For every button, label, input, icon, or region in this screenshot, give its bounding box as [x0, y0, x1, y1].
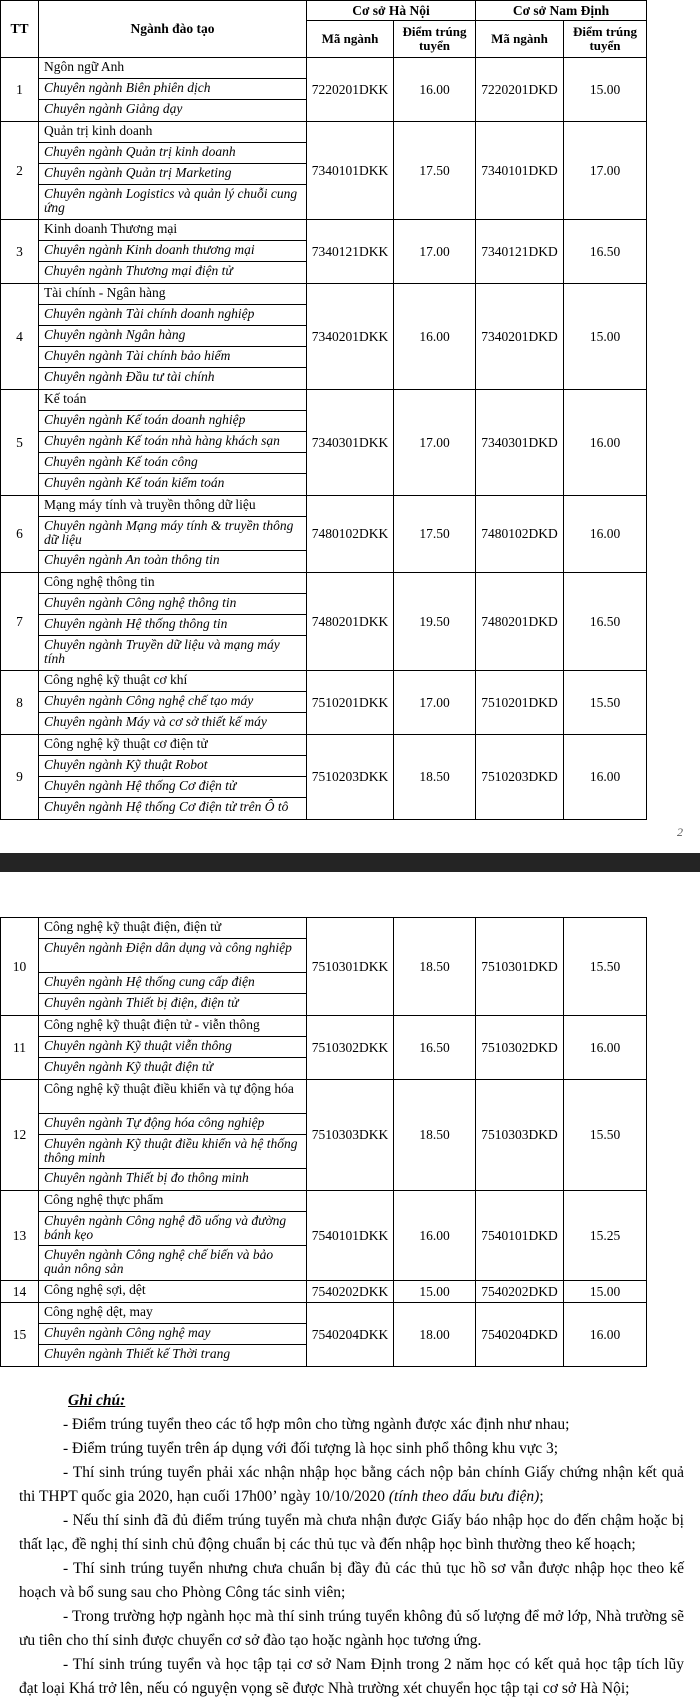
specialization-name: Chuyên ngành Mạng máy tính & truyền thông dữ liệu — [39, 517, 306, 551]
specialization-name: Chuyên ngành Thiết kế Thời trang — [44, 1346, 231, 1361]
row-number: 1 — [1, 58, 39, 122]
hanoi-score: 17.00 — [394, 671, 476, 735]
header-hanoi-code: Mã ngành — [307, 21, 394, 58]
row-number: 5 — [1, 390, 39, 496]
hanoi-score: 17.00 — [394, 220, 476, 284]
hanoi-score: 19.50 — [394, 573, 476, 671]
specialization-name: Chuyên ngành Biên phiên dịch — [39, 79, 306, 100]
row-number: 2 — [1, 122, 39, 220]
specialization-name: Chuyên ngành Công nghệ may — [39, 1324, 306, 1345]
major-cell — [39, 1281, 307, 1303]
namdinh-score: 17.00 — [564, 122, 647, 220]
namdinh-code: 7480102DKD — [476, 496, 564, 573]
specialization-name: Chuyên ngành Điện dân dụng và công nghiệp — [39, 939, 306, 973]
document-page-2 — [0, 905, 700, 1699]
table-row — [1, 1303, 647, 1367]
major-name: Công nghệ thực phẩm — [39, 1191, 306, 1212]
hanoi-score: 16.00 — [394, 1191, 476, 1281]
row-number: 8 — [1, 671, 39, 735]
major-name: Công nghệ kỹ thuật điều khiển và tự động hóa — [39, 1080, 306, 1114]
hanoi-code: 7340101DKK — [307, 122, 394, 220]
table-row — [1, 1191, 647, 1281]
namdinh-score: 15.25 — [564, 1191, 647, 1281]
specialization-name: Chuyên ngành Máy và cơ sở thiết kế máy — [44, 714, 267, 729]
major-cell — [39, 1303, 307, 1367]
namdinh-score: 16.00 — [564, 735, 647, 820]
note-item — [19, 1509, 684, 1557]
row-number: 7 — [1, 573, 39, 671]
namdinh-code: 7510201DKD — [476, 671, 564, 735]
major-cell — [39, 1080, 307, 1191]
hanoi-code: 7480201DKK — [307, 573, 394, 671]
namdinh-code: 7220201DKD — [476, 58, 564, 122]
notes-title: Ghi chú: — [68, 1392, 126, 1409]
header-namdinh-code: Mã ngành — [476, 21, 564, 58]
namdinh-code: 7540101DKD — [476, 1191, 564, 1281]
specialization-name: Chuyên ngành Kế toán doanh nghiệp — [39, 411, 306, 432]
namdinh-score: 15.50 — [564, 1080, 647, 1191]
hanoi-code: 7480102DKK — [307, 496, 394, 573]
row-number: 12 — [1, 1080, 39, 1191]
specialization-name: Chuyên ngành Hệ thống thông tin — [39, 615, 306, 636]
major-name: Công nghệ dệt, may — [39, 1303, 306, 1324]
namdinh-code: 7340121DKD — [476, 220, 564, 284]
specialization-name: Chuyên ngành Ngân hàng — [39, 326, 306, 347]
hanoi-score: 15.00 — [394, 1281, 476, 1303]
specialization-name: Chuyên ngành Kinh doanh thương mại — [39, 241, 306, 262]
specialization-name: Chuyên ngành Hệ thống Cơ điện tử — [39, 777, 306, 798]
hanoi-code: 7540204DKK — [307, 1303, 394, 1367]
table-row — [1, 122, 647, 220]
namdinh-code: 7540204DKD — [476, 1303, 564, 1367]
hanoi-score: 18.00 — [394, 1303, 476, 1367]
table-row — [1, 58, 647, 122]
specialization-name: Chuyên ngành Công nghệ đồ uống và đường bánh kẹo — [39, 1212, 306, 1246]
hanoi-code: 7510303DKK — [307, 1080, 394, 1191]
row-number: 15 — [1, 1303, 39, 1367]
major-name: Công nghệ kỹ thuật điện, điện tử — [39, 918, 306, 939]
specialization-name: Chuyên ngành Công nghệ chế tạo máy — [39, 692, 306, 713]
major-name: Ngôn ngữ Anh — [39, 58, 306, 79]
hanoi-code: 7510203DKK — [307, 735, 394, 820]
table-row — [1, 390, 647, 496]
hanoi-score: 16.00 — [394, 58, 476, 122]
major-cell — [39, 1016, 307, 1080]
hanoi-code: 7510301DKK — [307, 918, 394, 1016]
row-number: 11 — [1, 1016, 39, 1080]
hanoi-score: 17.50 — [394, 122, 476, 220]
major-cell — [39, 390, 307, 496]
notes-section — [19, 1389, 684, 1701]
specialization-name: Chuyên ngành Tự động hóa công nghiệp — [39, 1114, 306, 1135]
hanoi-code: 7220201DKK — [307, 58, 394, 122]
namdinh-score: 16.50 — [564, 573, 647, 671]
table-body-part-2 — [1, 918, 647, 1367]
header-major: Ngành đào tạo — [39, 1, 307, 58]
specialization-name: Chuyên ngành An toàn thông tin — [44, 552, 220, 567]
note-text: - Điểm trúng tuyển trên áp dụng với đối tượng là học sinh phổ thông khu vực 3; — [63, 1440, 559, 1457]
hanoi-code: 7340121DKK — [307, 220, 394, 284]
table-row — [1, 1016, 647, 1080]
specialization-name: Chuyên ngành Truyền dữ liệu và mạng máy tính — [44, 637, 280, 666]
specialization-name: Chuyên ngành Công nghệ thông tin — [39, 594, 306, 615]
note-text: - Điểm trúng tuyển theo các tổ hợp môn cho từng ngành được xác định như nhau; — [63, 1416, 570, 1433]
hanoi-code: 7340201DKK — [307, 284, 394, 390]
namdinh-code: 7540202DKD — [476, 1281, 564, 1303]
admission-table-part-2 — [0, 917, 647, 1367]
header-campus-hanoi: Cơ sở Hà Nội — [307, 1, 476, 21]
specialization-name: Chuyên ngành Quản trị kinh doanh — [39, 143, 306, 164]
namdinh-score: 15.00 — [564, 58, 647, 122]
namdinh-code: 7340301DKD — [476, 390, 564, 496]
table-body-part-1 — [1, 58, 647, 820]
major-cell — [39, 220, 307, 284]
major-name: Công nghệ kỹ thuật cơ điện tử — [39, 735, 306, 756]
specialization-name: Chuyên ngành Tài chính bảo hiểm — [39, 347, 306, 368]
note-text: - Thí sinh trúng tuyển nhưng chưa chuẩn bị đầy đủ các thủ tục hồ sơ vẫn được nhập học theo kế hoạch và bổ sung sau cho Phòng Công tác sinh viên; — [19, 1560, 684, 1601]
note-text: - Trong trường hợp ngành học mà thí sinh trúng tuyển không đủ số lượng để mở lớp, Nhà trường sẽ ưu tiên cho thí sinh được chuyển cơ sở đào tạo hoặc ngành học tương ứng. — [19, 1608, 684, 1649]
hanoi-score: 17.00 — [394, 390, 476, 496]
specialization-name: Chuyên ngành Đầu tư tài chính — [44, 369, 215, 384]
note-text-italic: (tính theo dấu bưu điện) — [388, 1488, 540, 1505]
specialization-name: Chuyên ngành Hệ thống cung cấp điện — [39, 973, 306, 994]
major-name: Công nghệ kỹ thuật điện tử - viễn thông — [39, 1016, 306, 1037]
table-row — [1, 496, 647, 573]
header-campus-namdinh: Cơ sở Nam Định — [476, 1, 647, 21]
major-name: Công nghệ kỹ thuật cơ khí — [39, 671, 306, 692]
admission-table-part-1 — [0, 0, 647, 820]
namdinh-code: 7510301DKD — [476, 918, 564, 1016]
namdinh-code: 7340201DKD — [476, 284, 564, 390]
specialization-name: Chuyên ngành Thương mại điện tử — [44, 263, 233, 278]
hanoi-score: 18.50 — [394, 1080, 476, 1191]
major-name: Kinh doanh Thương mại — [39, 220, 306, 241]
namdinh-code: 7510302DKD — [476, 1016, 564, 1080]
hanoi-code: 7540202DKK — [307, 1281, 394, 1303]
hanoi-score: 18.50 — [394, 918, 476, 1016]
hanoi-score: 16.00 — [394, 284, 476, 390]
note-text-tail: ; — [539, 1488, 544, 1505]
namdinh-code: 7510303DKD — [476, 1080, 564, 1191]
hanoi-score: 16.50 — [394, 1016, 476, 1080]
namdinh-score: 16.50 — [564, 220, 647, 284]
namdinh-code: 7480201DKD — [476, 573, 564, 671]
hanoi-code: 7340301DKK — [307, 390, 394, 496]
hanoi-code: 7510201DKK — [307, 671, 394, 735]
specialization-name: Chuyên ngành Kỹ thuật Robot — [39, 756, 306, 777]
row-number: 4 — [1, 284, 39, 390]
header-hanoi-score: Điểm trúng tuyển — [394, 21, 476, 58]
table-row — [1, 671, 647, 735]
note-item — [19, 1437, 684, 1461]
specialization-name: Chuyên ngành Kế toán kiểm toán — [44, 475, 225, 490]
namdinh-score: 16.00 — [564, 1016, 647, 1080]
major-name: Mạng máy tính và truyền thông dữ liệu — [39, 496, 306, 517]
header-namdinh-score: Điểm trúng tuyển — [564, 21, 647, 58]
hanoi-score: 18.50 — [394, 735, 476, 820]
namdinh-code: 7510203DKD — [476, 735, 564, 820]
table-row — [1, 1281, 647, 1303]
namdinh-score: 15.50 — [564, 671, 647, 735]
specialization-name: Chuyên ngành Kỹ thuật viễn thông — [39, 1037, 306, 1058]
row-number: 10 — [1, 918, 39, 1016]
namdinh-score: 15.00 — [564, 1281, 647, 1303]
major-cell — [39, 284, 307, 390]
namdinh-code: 7340101DKD — [476, 122, 564, 220]
notes-list — [19, 1413, 684, 1701]
row-number: 3 — [1, 220, 39, 284]
specialization-name: Chuyên ngành Thiết bị đo thông minh — [44, 1170, 249, 1185]
page-separator — [0, 853, 700, 872]
namdinh-score: 15.00 — [564, 284, 647, 390]
major-cell — [39, 1191, 307, 1281]
specialization-name: Chuyên ngành Logistics và quản lý chuỗi cung ứng — [44, 186, 298, 215]
major-cell — [39, 671, 307, 735]
namdinh-score: 15.50 — [564, 918, 647, 1016]
row-number: 9 — [1, 735, 39, 820]
major-name: Công nghệ thông tin — [39, 573, 306, 594]
table-row — [1, 735, 647, 820]
table-row — [1, 284, 647, 390]
note-item — [19, 1413, 684, 1437]
note-text: - Thí sinh trúng tuyển và học tập tại cơ sở Nam Định trong 2 năm học có kết quả học tập tích lũy đạt loại Khá trở lên, nếu có nguyện vọng sẽ được Nhà trường xét chuyển học tập tại cơ sở Hà Nội; — [19, 1656, 684, 1697]
specialization-name: Chuyên ngành Kỹ thuật điều khiển và hệ thống thông minh — [39, 1135, 306, 1169]
table-row — [1, 573, 647, 671]
note-text: - Thí sinh trúng tuyển phải xác nhận nhập học bằng cách nộp bản chính Giấy chứng nhận kết quả thi THPT quốc gia 2020, hạn cuối 17h00’ ngày 10/10/2020 — [19, 1464, 684, 1505]
specialization-name: Chuyên ngành Giảng dạy — [44, 101, 183, 116]
specialization-name: Chuyên ngành Hệ thống Cơ điện tử trên Ô tô — [44, 799, 289, 814]
row-number: 14 — [1, 1281, 39, 1303]
major-name: Tài chính - Ngân hàng — [39, 284, 306, 305]
specialization-name: Chuyên ngành Kế toán công — [39, 453, 306, 474]
major-name: Quản trị kinh doanh — [39, 122, 306, 143]
major-cell — [39, 573, 307, 671]
note-text: - Nếu thí sinh đã đủ điểm trúng tuyển mà chưa nhận được Giấy báo nhập học do đến chậm hoặc bị thất lạc, đề nghị thí sinh chủ động chuẩn bị các thủ tục và đến nhập học bình thường theo kế hoạch; — [19, 1512, 684, 1553]
major-cell — [39, 58, 307, 122]
specialization-name: Chuyên ngành Tài chính doanh nghiệp — [39, 305, 306, 326]
table-row — [1, 918, 647, 1016]
namdinh-score: 16.00 — [564, 1303, 647, 1367]
major-cell — [39, 496, 307, 573]
specialization-name: Chuyên ngành Công nghệ chế biến và bảo quản nông sản — [44, 1247, 274, 1276]
hanoi-score: 17.50 — [394, 496, 476, 573]
major-name: Kế toán — [39, 390, 306, 411]
row-number: 13 — [1, 1191, 39, 1281]
page-number: 2 — [677, 825, 683, 839]
row-number: 6 — [1, 496, 39, 573]
table-row — [1, 1080, 647, 1191]
namdinh-score: 16.00 — [564, 390, 647, 496]
specialization-name: Chuyên ngành Kế toán nhà hàng khách sạn — [39, 432, 306, 453]
major-name: Công nghệ sợi, dệt — [44, 1282, 146, 1297]
major-cell — [39, 735, 307, 820]
header-tt: TT — [1, 1, 39, 58]
note-item — [19, 1653, 684, 1701]
note-item — [19, 1557, 684, 1605]
specialization-name: Chuyên ngành Quản trị Marketing — [39, 164, 306, 185]
major-cell — [39, 918, 307, 1016]
hanoi-code: 7540101DKK — [307, 1191, 394, 1281]
major-cell — [39, 122, 307, 220]
note-item — [19, 1461, 684, 1509]
namdinh-score: 16.00 — [564, 496, 647, 573]
specialization-name: Chuyên ngành Thiết bị điện, điện tử — [44, 995, 239, 1010]
hanoi-code: 7510302DKK — [307, 1016, 394, 1080]
specialization-name: Chuyên ngành Kỹ thuật điện tử — [44, 1059, 213, 1074]
note-item — [19, 1605, 684, 1653]
table-row — [1, 220, 647, 284]
